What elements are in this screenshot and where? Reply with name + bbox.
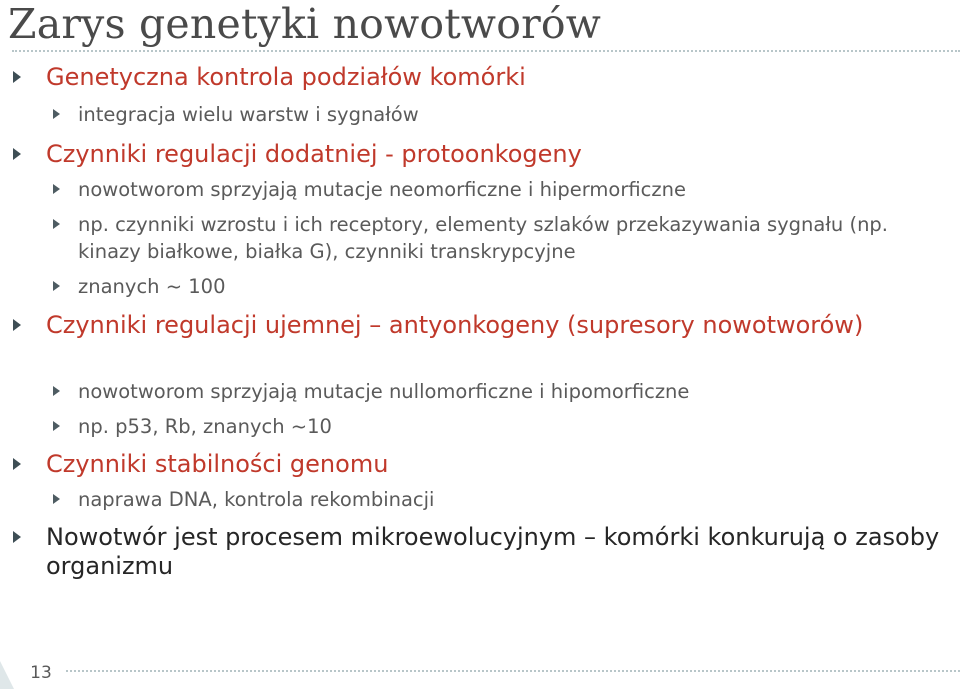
bullet-arrow-icon: [53, 109, 60, 119]
list-item: [46, 63, 926, 92]
bullet-arrow-icon: [13, 458, 21, 470]
list-item: [46, 450, 926, 479]
list-item-text: znanych ~ 100: [78, 275, 226, 298]
list-item-text: integracja wielu warstw i sygnałów: [78, 103, 419, 126]
bullet-arrow-icon: [13, 531, 21, 543]
page-number: 13: [18, 659, 64, 687]
bullet-arrow-icon: [13, 319, 21, 331]
list-item: [78, 413, 938, 440]
list-item: [78, 211, 938, 265]
list-item-text: np. czynniki wzrostu i ich receptory, elementy szlaków przekazywania sygnału (np. kinazy białkowe, białka G), czynniki transkrypcyjne: [78, 213, 889, 263]
slide-footer: [0, 655, 960, 689]
slide-title: Zarys genetyki nowotworów: [8, 0, 602, 48]
bullet-arrow-icon: [53, 421, 60, 431]
footer-divider: [22, 670, 960, 672]
title-divider: [12, 50, 960, 52]
bullet-arrow-icon: [53, 386, 60, 396]
list-item-text: Czynniki regulacji dodatniej - protoonkogeny: [46, 140, 582, 168]
list-item-text: nowotworom sprzyjają mutacje neomorficzne i hipermorficzne: [78, 178, 686, 201]
bullet-arrow-icon: [13, 148, 21, 160]
list-item-text: nowotworom sprzyjają mutacje nullomorficzne i hipomorficzne: [78, 380, 690, 403]
list-item: [78, 101, 938, 128]
bullet-arrow-icon: [53, 219, 60, 229]
list-item: [78, 176, 938, 203]
list-item-text: Genetyczna kontrola podziałów komórki: [46, 63, 526, 91]
bullet-arrow-icon: [53, 281, 60, 291]
list-item-text: Czynniki stabilności genomu: [46, 450, 389, 478]
corner-decoration: [0, 661, 14, 689]
list-item: [78, 486, 938, 513]
list-item-text: np. p53, Rb, znanych ~10: [78, 415, 332, 438]
list-item: [46, 311, 866, 340]
list-item: [78, 273, 938, 300]
bullet-arrow-icon: [13, 71, 21, 83]
list-item: [46, 523, 946, 581]
list-item: [46, 140, 926, 169]
bullet-arrow-icon: [53, 494, 60, 504]
list-item-text: Nowotwór jest procesem mikroewolucyjnym – komórki konkurują o zasoby organizmu: [46, 523, 940, 580]
bullet-arrow-icon: [53, 184, 60, 194]
list-item: [78, 378, 938, 405]
list-item-text: naprawa DNA, kontrola rekombinacji: [78, 488, 435, 511]
list-item-text: Czynniki regulacji ujemnej – antyonkogeny (supresory nowotworów): [46, 311, 864, 339]
